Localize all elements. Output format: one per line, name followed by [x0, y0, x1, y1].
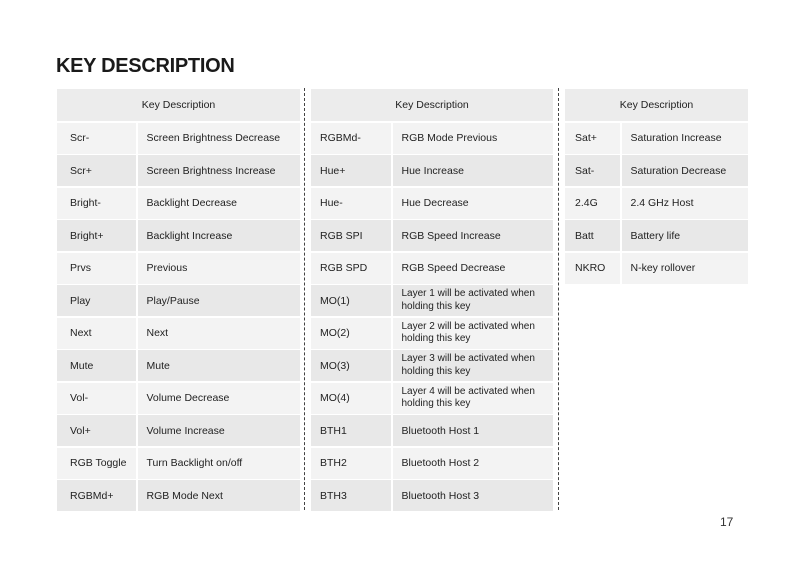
key-name-cell: RGBMd-: [311, 123, 391, 154]
key-description-cell: Play/Pause: [138, 285, 301, 316]
table-row: [565, 123, 748, 154]
table-row: [311, 123, 553, 154]
key-description-cell: Previous: [138, 253, 301, 284]
key-description-cell: Battery life: [622, 220, 749, 251]
key-name-cell: Scr+: [57, 155, 136, 186]
table-row: [565, 155, 748, 186]
table-row: [57, 188, 300, 219]
table-row: [57, 220, 300, 251]
table-row: [311, 318, 553, 349]
table-row: [311, 350, 553, 381]
key-description-cell: Turn Backlight on/off: [138, 448, 301, 479]
table-row: [57, 253, 300, 284]
key-description-cell: Hue Increase: [393, 155, 554, 186]
table-row: [311, 480, 553, 511]
key-description-cell: RGB Mode Next: [138, 480, 301, 511]
key-name-cell: RGB SPI: [311, 220, 391, 251]
key-name-cell: Mute: [57, 350, 136, 381]
key-description-cell: Volume Increase: [138, 415, 301, 446]
key-description-cell: Backlight Decrease: [138, 188, 301, 219]
table-row: [57, 155, 300, 186]
table-row: [57, 123, 300, 154]
key-description-cell: Layer 2 will be activated when holding this key: [393, 318, 554, 349]
key-name-cell: Scr-: [57, 123, 136, 154]
key-table-1: [57, 89, 300, 511]
table-row: [311, 285, 553, 316]
table-row: [311, 253, 553, 284]
key-name-cell: Hue-: [311, 188, 391, 219]
key-name-cell: Vol-: [57, 383, 136, 414]
table-row: [311, 448, 553, 479]
key-name-cell: BTH2: [311, 448, 391, 479]
key-description-cell: RGB Speed Increase: [393, 220, 554, 251]
key-description-cell: Volume Decrease: [138, 383, 301, 414]
key-name-cell: RGB SPD: [311, 253, 391, 284]
table-row: [57, 285, 300, 316]
dashed-divider: [558, 88, 559, 510]
key-name-cell: MO(2): [311, 318, 391, 349]
dashed-divider: [304, 88, 305, 510]
key-name-cell: Bright-: [57, 188, 136, 219]
table-row: [565, 188, 748, 219]
table-header: Key Description: [311, 89, 553, 121]
table-row: [311, 188, 553, 219]
key-name-cell: Sat+: [565, 123, 620, 154]
key-description-cell: Screen Brightness Increase: [138, 155, 301, 186]
key-table-3: [565, 89, 748, 284]
table-header: Key Description: [57, 89, 300, 121]
key-description-cell: Layer 3 will be activated when holding this key: [393, 350, 554, 381]
key-name-cell: Vol+: [57, 415, 136, 446]
key-name-cell: Batt: [565, 220, 620, 251]
key-description-cell: Bluetooth Host 2: [393, 448, 554, 479]
key-name-cell: 2.4G: [565, 188, 620, 219]
key-description-cell: Layer 1 will be activated when holding this key: [393, 285, 554, 316]
table-row: [311, 220, 553, 251]
table-row: [311, 383, 553, 414]
key-name-cell: MO(4): [311, 383, 391, 414]
key-name-cell: BTH1: [311, 415, 391, 446]
key-description-cell: Mute: [138, 350, 301, 381]
key-description-cell: Layer 4 will be activated when holding this key: [393, 383, 554, 414]
table-row: [311, 415, 553, 446]
key-description-cell: RGB Mode Previous: [393, 123, 554, 154]
key-description-cell: Backlight Increase: [138, 220, 301, 251]
page-number: 17: [720, 515, 734, 529]
key-description-cell: Next: [138, 318, 301, 349]
key-description-cell: Screen Brightness Decrease: [138, 123, 301, 154]
key-name-cell: Bright+: [57, 220, 136, 251]
key-name-cell: NKRO: [565, 253, 620, 284]
key-description-cell: Hue Decrease: [393, 188, 554, 219]
key-description-cell: Bluetooth Host 3: [393, 480, 554, 511]
key-name-cell: RGB Toggle: [57, 448, 136, 479]
table-row: [57, 448, 300, 479]
key-name-cell: MO(3): [311, 350, 391, 381]
table-row: [57, 480, 300, 511]
key-name-cell: RGBMd+: [57, 480, 136, 511]
table-row: [57, 350, 300, 381]
key-description-cell: 2.4 GHz Host: [622, 188, 749, 219]
table-row: [565, 253, 748, 284]
key-table-2: [311, 89, 553, 511]
table-header: Key Description: [565, 89, 748, 121]
key-name-cell: Play: [57, 285, 136, 316]
table-row: [57, 318, 300, 349]
key-description-cell: Saturation Increase: [622, 123, 749, 154]
key-name-cell: MO(1): [311, 285, 391, 316]
table-row: [57, 383, 300, 414]
table-row: [57, 415, 300, 446]
key-description-cell: Saturation Decrease: [622, 155, 749, 186]
key-name-cell: Hue+: [311, 155, 391, 186]
page-title: KEY DESCRIPTION: [56, 55, 235, 77]
key-name-cell: Next: [57, 318, 136, 349]
table-row: [311, 155, 553, 186]
key-name-cell: Sat-: [565, 155, 620, 186]
key-name-cell: Prvs: [57, 253, 136, 284]
key-description-cell: RGB Speed Decrease: [393, 253, 554, 284]
key-description-cell: N-key rollover: [622, 253, 749, 284]
key-name-cell: BTH3: [311, 480, 391, 511]
table-row: [565, 220, 748, 251]
key-description-cell: Bluetooth Host 1: [393, 415, 554, 446]
